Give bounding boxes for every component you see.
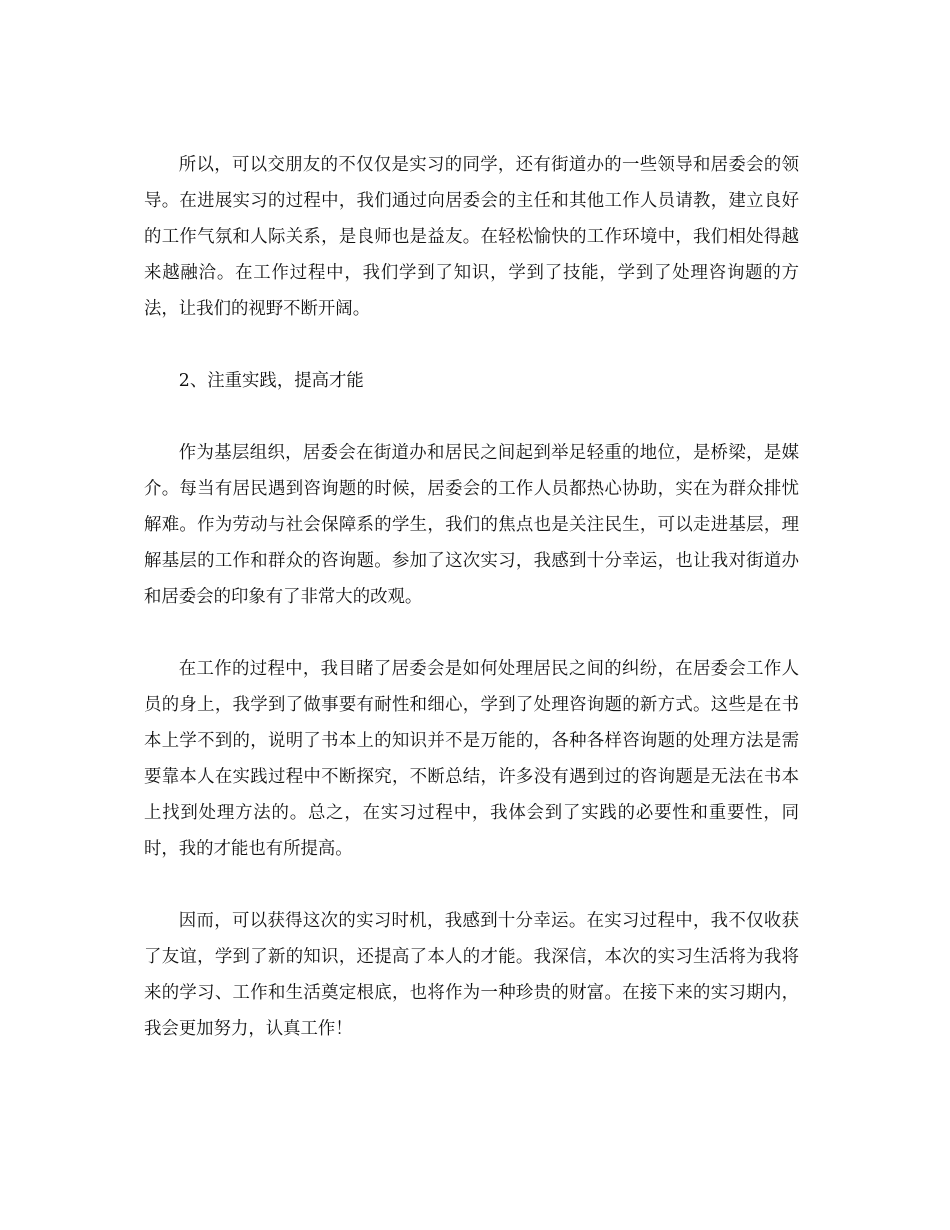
paragraph-community-role: 作为基层组织，居委会在街道办和居民之间起到举足轻重的地位，是桥梁，是媒介。每当有居民遇到咨询题的时候，居委会的工作人员都热心协助，实在为群众排忧解难。作为劳动与社会保障系的学生，我们的焦点也是关注民生，可以走进基层，理解基层的工作和群众的咨询题。参加了这次实习，我感到十分幸运，也让我对街道办和居委会的印象有了非常大的改观。 [144,443,799,607]
section-heading-practice: 2、注重实践，提高才能 [178,371,364,391]
paragraph-work-process: 在工作的过程中，我目睹了居委会是如何处理居民之间的纠纷，在居委会工作人员的身上，我学到了做事要有耐性和细心，学到了处理咨询题的新方式。这些是在书本上学不到的，说明了书本上的知识并不是万能的，各种各样咨询题的处理方法是需要靠本人在实践过程中不断探究，不断总结，许多没有遇到过的咨询题是无法在书本上找到处理方法的。总之，在实习过程中，我体会到了实践的必要性和重要性，同时，我的才能也有所提高。 [144,659,799,859]
document-body [144,147,799,1047]
paragraph-conclusion: 因而，可以获得这次的实习时机，我感到十分幸运。在实习过程中，我不仅收获了友谊，学到了新的知识，还提高了本人的才能。我深信，本次的实习生活将为我将来的学习、工作和生活奠定根底，也将作为一种珍贵的财富。在接下来的实习期内，我会更加努力，认真工作！ [144,911,799,1039]
paragraph-spacer [144,615,799,651]
paragraph-spacer [144,399,799,435]
paragraph-spacer [144,327,799,363]
paragraph-spacer [144,867,799,903]
paragraph-friends: 所以，可以交朋友的不仅仅是实习的同学，还有街道办的一些领导和居委会的领导。在进展实习的过程中，我们通过向居委会的主任和其他工作人员请教，建立良好的工作气氛和人际关系，是良师也是益友。在轻松愉快的工作环境中，我们相处得越来越融洽。在工作过程中，我们学到了知识，学到了技能，学到了处理咨询题的方法，让我们的视野不断开阔。 [144,155,799,319]
